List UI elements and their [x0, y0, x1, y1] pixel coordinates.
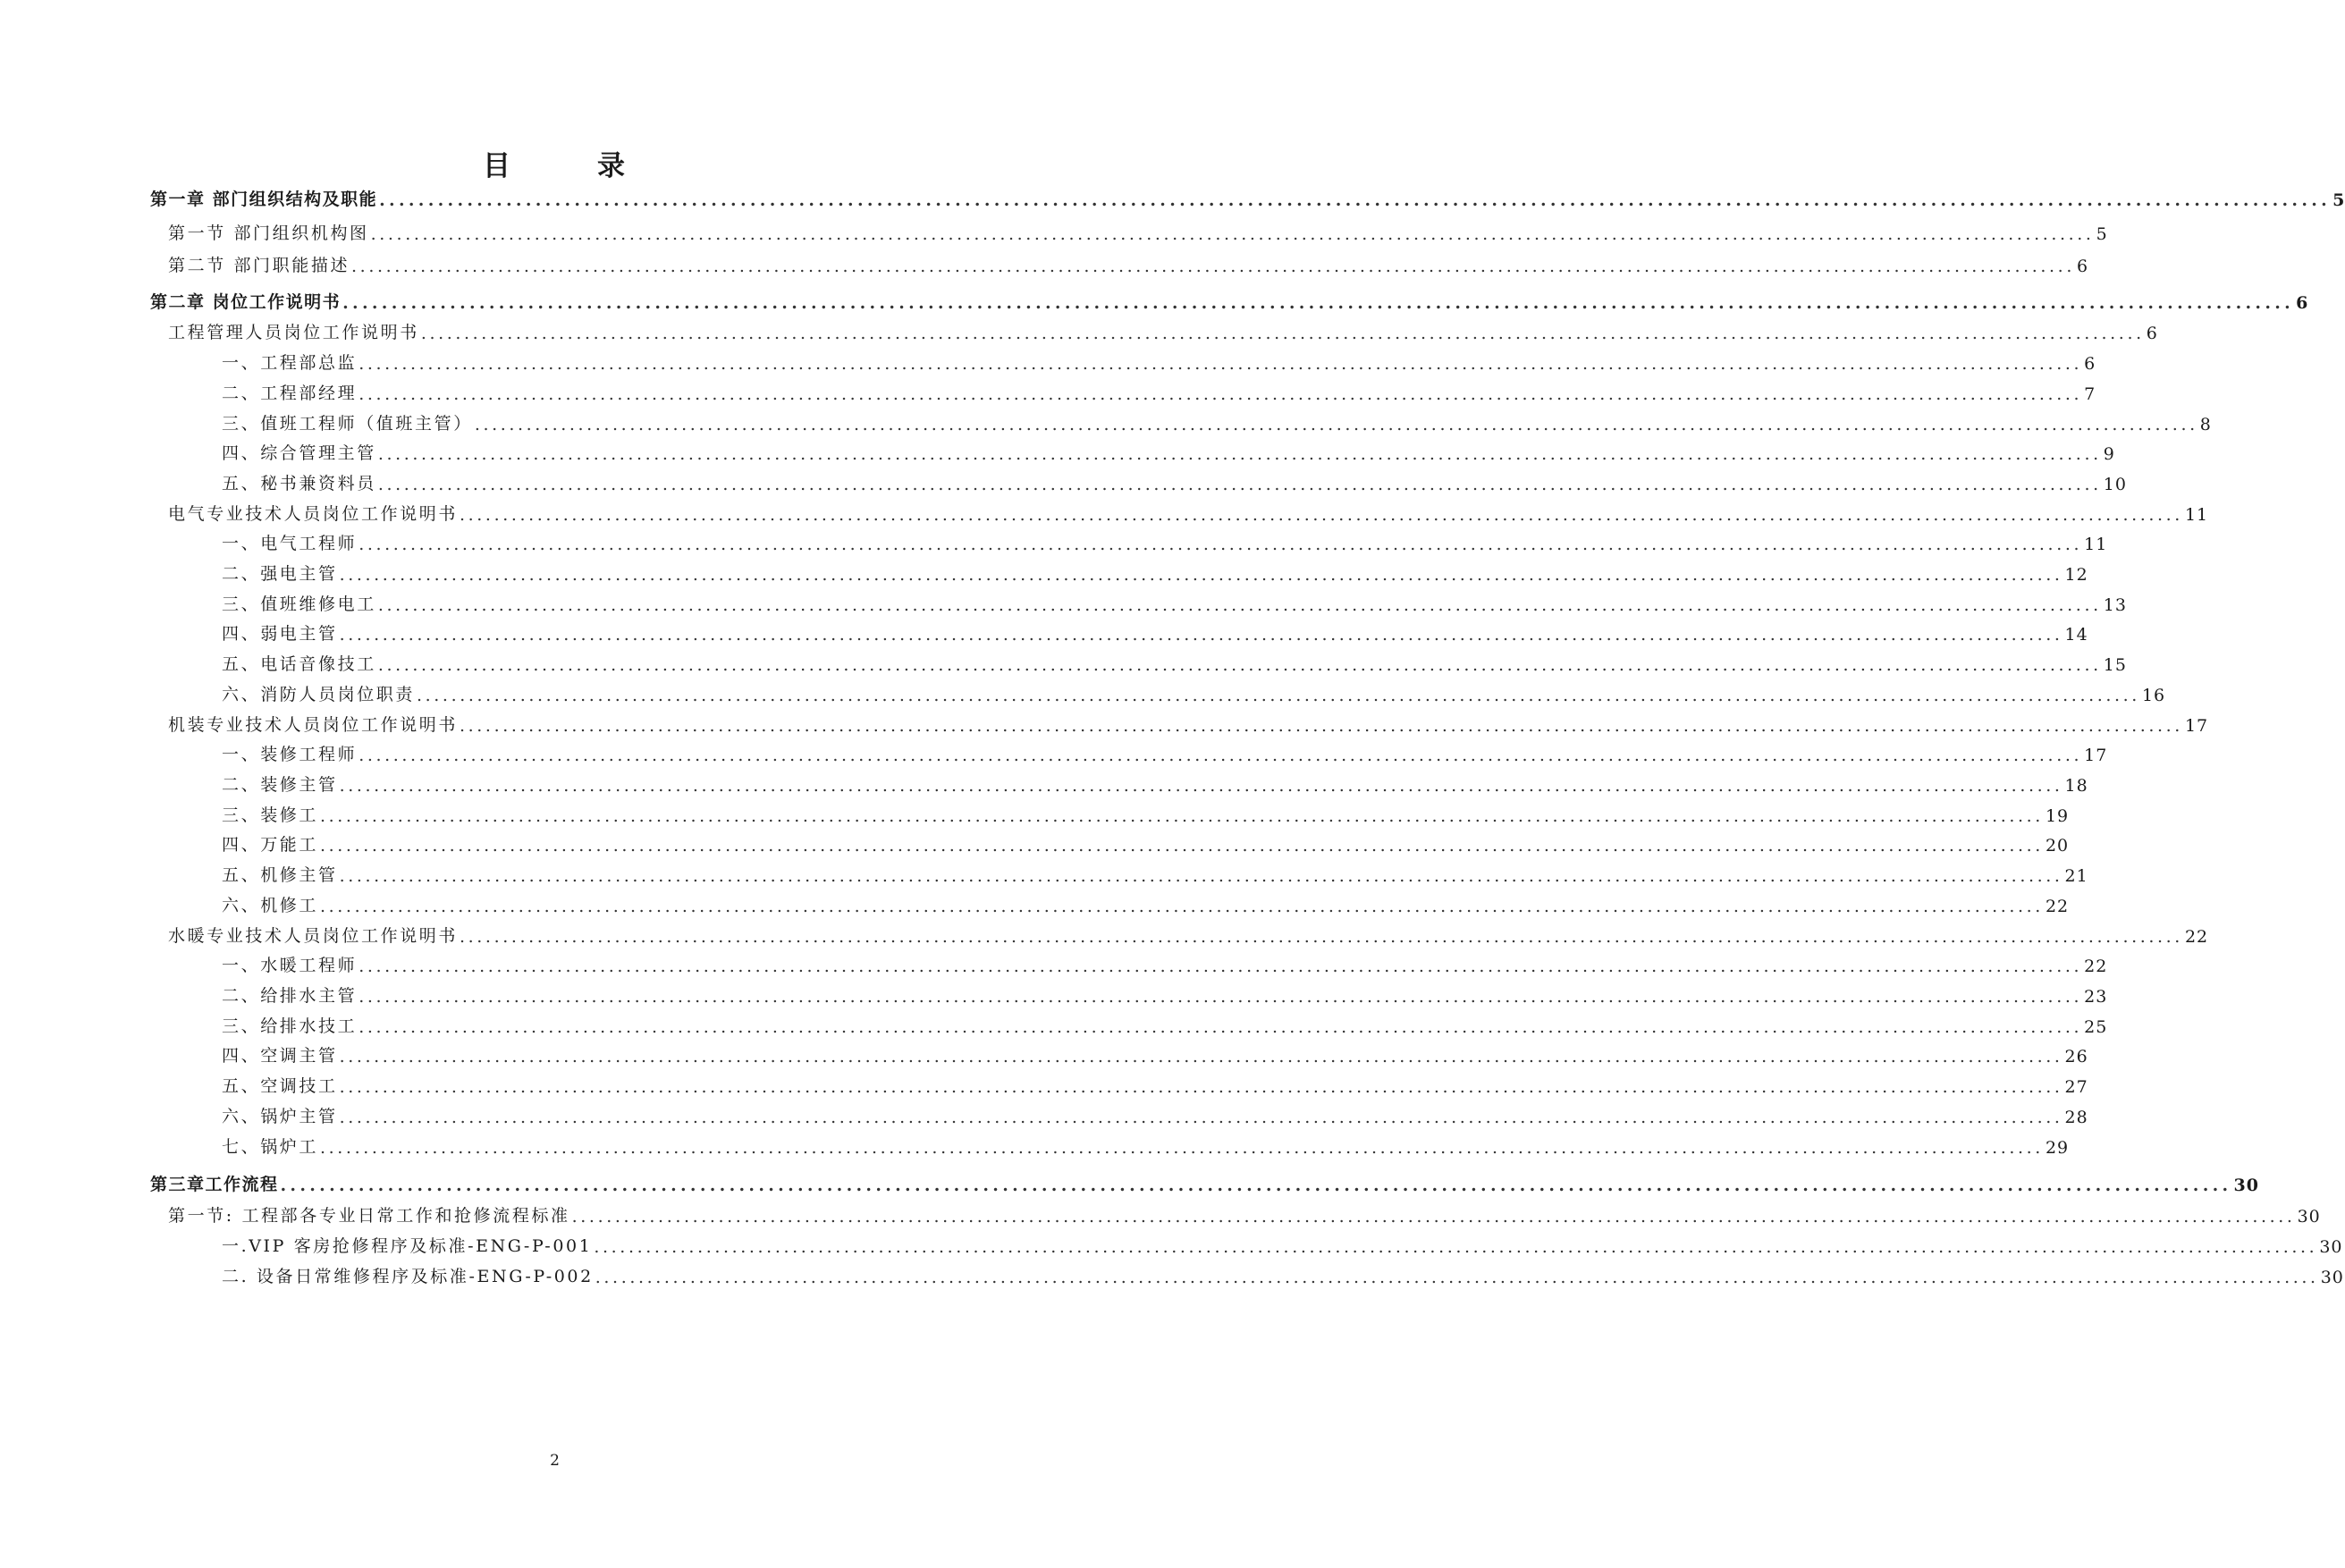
toc-leader-dots: ........................................................................................................................................................................................................ — [377, 444, 2102, 464]
toc-entry-label: 三、装修工 — [222, 805, 319, 825]
toc-leader-dots: ........................................................................................................................................................................................................ — [280, 1176, 2232, 1195]
toc-entry-page: 19 — [2045, 806, 2070, 826]
toc-leader-dots: ........................................................................................................................................................................................................ — [358, 1017, 2083, 1037]
toc-subentry[interactable] — [222, 648, 2127, 675]
toc-entry-label: 五、电话音像技工 — [222, 654, 376, 674]
toc-entry-label: 二、装修主管 — [222, 775, 338, 795]
toc-section-entry[interactable] — [168, 1200, 2321, 1227]
toc-entry-page: 25 — [2084, 1017, 2108, 1037]
toc-subentry[interactable] — [222, 468, 2127, 494]
page-number: 2 — [550, 1452, 560, 1470]
toc-subentry[interactable] — [222, 1131, 2070, 1158]
toc-leader-dots: ........................................................................................................................................................................................................ — [460, 927, 2183, 947]
toc-leader-dots: ........................................................................................................................................................................................................ — [342, 293, 2295, 313]
toc-entry-page: 16 — [2141, 686, 2166, 705]
title-char-1: 目 — [483, 150, 512, 182]
toc-entry-page: 28 — [2064, 1108, 2088, 1127]
toc-entry-page: 29 — [2045, 1138, 2070, 1158]
toc-entry-label: 第一节 部门组织机构图 — [168, 223, 369, 243]
toc-entry-label: 一.VIP 客房抢修程序及标准-ENG-P-001 — [222, 1236, 593, 1256]
toc-subentry[interactable] — [222, 829, 2070, 856]
toc-leader-dots: ........................................................................................................................................................................................................ — [320, 806, 2044, 826]
toc-entry-page: 6 — [2296, 293, 2309, 313]
toc-subentry[interactable] — [222, 437, 2115, 464]
toc-leader-dots: ........................................................................................................................................................................................................ — [358, 384, 2083, 404]
toc-entry-label: 二、工程部经理 — [222, 384, 358, 403]
toc-entry-page: 22 — [2184, 927, 2209, 947]
toc-leader-dots: ........................................................................................................................................................................................................ — [460, 716, 2183, 736]
toc-entry-label: 一、装修工程师 — [222, 745, 358, 764]
title-char-2: 录 — [597, 150, 627, 182]
toc-leader-dots: ........................................................................................................................................................................................................ — [339, 1047, 2063, 1066]
toc-subentry[interactable] — [222, 949, 2108, 976]
toc-entry-page: 26 — [2064, 1047, 2088, 1066]
toc-subentry[interactable] — [222, 738, 2108, 765]
toc-entry-page: 9 — [2103, 444, 2115, 464]
toc-leader-dots: ........................................................................................................................................................................................................ — [594, 1237, 2318, 1257]
toc-entry-page: 21 — [2064, 866, 2088, 886]
toc-subentry[interactable] — [222, 769, 2088, 796]
toc-entry-page: 12 — [2064, 565, 2088, 585]
toc-subentry[interactable] — [222, 980, 2108, 1007]
toc-leader-dots: ........................................................................................................................................................................................................ — [358, 354, 2083, 374]
toc-entry-page: 8 — [2199, 415, 2212, 434]
toc-leader-dots: ........................................................................................................................................................................................................ — [320, 897, 2044, 916]
toc-entry-page: 30 — [2233, 1176, 2259, 1195]
toc-leader-dots: ........................................................................................................................................................................................................ — [595, 1268, 2319, 1287]
toc-leader-dots: ........................................................................................................................................................................................................ — [379, 190, 2332, 210]
toc-entry-label: 六、机修工 — [222, 896, 319, 915]
toc-entry-page: 22 — [2084, 957, 2108, 976]
toc-entry-label: 六、锅炉主管 — [222, 1107, 338, 1126]
toc-leader-dots: ........................................................................................................................................................................................................ — [358, 987, 2083, 1007]
toc-entry-label: 第三章工作流程 — [150, 1175, 279, 1194]
toc-entry-label: 第一章 部门组织结构及职能 — [150, 190, 378, 209]
toc-entry-label: 四、综合管理主管 — [222, 443, 376, 463]
toc-entry-label: 第二章 岗位工作说明书 — [150, 292, 342, 312]
toc-leader-dots: ........................................................................................................................................................................................................ — [358, 535, 2083, 554]
toc-entry-label: 第一节: 工程部各专业日常工作和抢修流程标准 — [168, 1206, 570, 1226]
toc-entry-label: 三、值班维修电工 — [222, 594, 376, 614]
toc-leader-dots: ........................................................................................................................................................................................................ — [377, 595, 2102, 615]
toc-entry-page: 14 — [2064, 625, 2088, 645]
toc-entry-page: 30 — [2320, 1268, 2344, 1287]
toc-subentry[interactable] — [222, 1100, 2088, 1127]
toc-entry-label: 四、弱电主管 — [222, 624, 338, 644]
toc-subentry[interactable] — [222, 527, 2108, 554]
toc-entry-page: 7 — [2084, 384, 2096, 404]
toc-leader-dots: ........................................................................................................................................................................................................ — [320, 836, 2044, 856]
toc-leader-dots: ........................................................................................................................................................................................................ — [358, 746, 2083, 765]
toc-section-entry[interactable] — [168, 498, 2209, 525]
toc-subentry[interactable] — [222, 408, 2212, 434]
toc-leader-dots: ........................................................................................................................................................................................................ — [377, 655, 2102, 675]
toc-subentry[interactable] — [222, 377, 2096, 404]
toc-entry-page: 11 — [2084, 535, 2108, 554]
toc-entry-page: 18 — [2064, 776, 2088, 796]
toc-entry-page: 5 — [2332, 190, 2345, 210]
toc-subentry[interactable] — [222, 1040, 2088, 1066]
toc-leader-dots: ........................................................................................................................................................................................................ — [417, 686, 2140, 705]
toc-subentry[interactable] — [222, 558, 2088, 585]
toc-entry-page: 17 — [2184, 716, 2209, 736]
toc-chapter-entry[interactable] — [150, 183, 2345, 210]
toc-subentry[interactable] — [222, 859, 2088, 886]
toc-section-entry[interactable] — [168, 316, 2158, 343]
toc-entry-page: 6 — [2076, 257, 2089, 276]
toc-entry-page: 30 — [2319, 1237, 2343, 1257]
toc-entry-page: 20 — [2045, 836, 2070, 856]
toc-leader-dots: ........................................................................................................................................................................................................ — [339, 625, 2063, 645]
toc-leader-dots: ........................................................................................................................................................................................................ — [474, 415, 2198, 434]
toc-section-entry[interactable] — [168, 920, 2209, 947]
toc-entry-page: 5 — [2096, 224, 2108, 244]
toc-section-entry[interactable] — [168, 217, 2108, 244]
toc-entry-label: 二. 设备日常维修程序及标准-ENG-P-002 — [222, 1267, 594, 1286]
toc-leader-dots: ........................................................................................................................................................................................................ — [339, 776, 2063, 796]
toc-entry-page: 6 — [2084, 354, 2096, 374]
toc-entry-label: 七、锅炉工 — [222, 1137, 319, 1157]
toc-entry-label: 四、空调主管 — [222, 1046, 338, 1066]
toc-entry-page: 11 — [2184, 505, 2209, 525]
toc-entry-page: 13 — [2103, 595, 2127, 615]
toc-section-entry[interactable] — [168, 709, 2209, 736]
toc-entry-label: 五、机修主管 — [222, 865, 338, 885]
toc-entry-page: 15 — [2103, 655, 2127, 675]
toc-entry-label: 电气专业技术人员岗位工作说明书 — [168, 504, 459, 524]
toc-entry-page: 27 — [2064, 1077, 2088, 1097]
toc-subentry[interactable] — [222, 1070, 2088, 1097]
toc-section-entry[interactable] — [168, 249, 2089, 276]
toc-leader-dots: ........................................................................................................................................................................................................ — [339, 866, 2063, 886]
toc-leader-dots: ........................................................................................................................................................................................................ — [351, 257, 2075, 276]
toc-entry-label: 三、给排水技工 — [222, 1016, 358, 1036]
toc-chapter-entry[interactable] — [150, 1168, 2259, 1195]
toc-entry-page: 17 — [2084, 746, 2108, 765]
toc-entry-page: 22 — [2045, 897, 2070, 916]
toc-entry-page: 10 — [2103, 475, 2127, 494]
toc-entry-page: 30 — [2297, 1207, 2321, 1227]
toc-entry-label: 三、值班工程师（值班主管） — [222, 414, 473, 434]
toc-leader-dots: ........................................................................................................................................................................................................ — [320, 1138, 2044, 1158]
toc-subentry[interactable] — [222, 347, 2096, 374]
toc-subentry[interactable] — [222, 1260, 2344, 1287]
toc-entry-label: 一、电气工程师 — [222, 534, 358, 553]
toc-entry-label: 一、工程部总监 — [222, 353, 358, 373]
toc-leader-dots: ........................................................................................................................................................................................................ — [358, 957, 2083, 976]
toc-entry-label: 水暖专业技术人员岗位工作说明书 — [168, 926, 459, 946]
toc-leader-dots: ........................................................................................................................................................................................................ — [370, 224, 2095, 244]
toc-subentry[interactable] — [222, 618, 2088, 645]
toc-entry-label: 工程管理人员岗位工作说明书 — [168, 323, 419, 342]
toc-leader-dots: ........................................................................................................................................................................................................ — [571, 1207, 2296, 1227]
toc-subentry[interactable] — [222, 1010, 2108, 1037]
toc-entry-label: 四、万能工 — [222, 835, 319, 855]
toc-leader-dots: ........................................................................................................................................................................................................ — [460, 505, 2183, 525]
toc-subentry[interactable] — [222, 679, 2166, 705]
toc-subentry[interactable] — [222, 889, 2070, 916]
toc-entry-label: 一、水暖工程师 — [222, 956, 358, 975]
toc-entry-label: 机装专业技术人员岗位工作说明书 — [168, 715, 459, 735]
toc-chapter-entry[interactable] — [150, 286, 2309, 313]
toc-leader-dots: ........................................................................................................................................................................................................ — [339, 565, 2063, 585]
toc-leader-dots: ........................................................................................................................................................................................................ — [377, 475, 2102, 494]
toc-entry-label: 五、秘书兼资料员 — [222, 474, 376, 493]
toc-leader-dots: ........................................................................................................................................................................................................ — [339, 1108, 2063, 1127]
toc-subentry[interactable] — [222, 1230, 2343, 1257]
toc-leader-dots: ........................................................................................................................................................................................................ — [420, 324, 2145, 343]
toc-entry-label: 六、消防人员岗位职责 — [222, 685, 416, 704]
toc-leader-dots: ........................................................................................................................................................................................................ — [339, 1077, 2063, 1097]
toc-entry-page: 6 — [2146, 324, 2158, 343]
toc-subentry[interactable] — [222, 588, 2127, 615]
toc-entry-label: 二、给排水主管 — [222, 986, 358, 1006]
toc-subentry[interactable] — [222, 799, 2070, 826]
toc-entry-page: 23 — [2084, 987, 2108, 1007]
toc-entry-label: 二、强电主管 — [222, 564, 338, 584]
toc-entry-label: 五、空调技工 — [222, 1076, 338, 1096]
toc-entry-label: 第二节 部门职能描述 — [168, 256, 350, 275]
